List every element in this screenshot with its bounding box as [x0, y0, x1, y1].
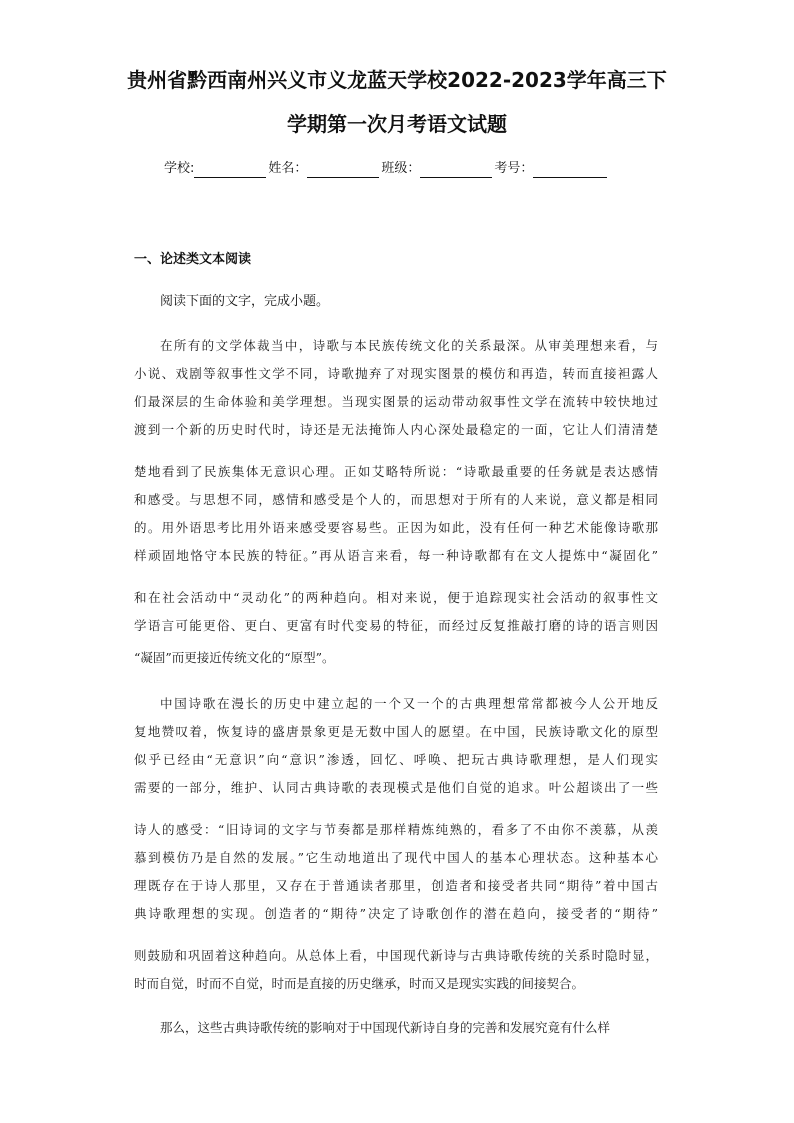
- name-label: 姓名：: [268, 161, 308, 176]
- paragraph-line: 渡到一个新的历史时代时，诗还是无法掩饰人内心深处最稳定的一面，它让人们清清楚: [134, 422, 658, 437]
- student-info-row: [164, 158, 609, 180]
- class-label: 班级：: [381, 161, 421, 176]
- name-blank[interactable]: [307, 163, 379, 178]
- paragraph-line: 和感受。与思想不同，感情和感受是个人的，而思想对于所有的人来说，意义都是相同: [134, 492, 658, 507]
- paragraph-line: 的。用外语思考比用外语来感受要容易些。正因为如此，没有任何一种艺术能像诗歌那: [134, 520, 658, 535]
- paragraph-line: 楚地看到了民族集体无意识心理。正如艾略特所说：“诗歌最重要的任务就是表达感情: [134, 464, 658, 479]
- paragraph-line: 复地赞叹着，恢复诗的盛唐景象更是无数中国人的愿望。在中国，民族诗歌文化的原型: [134, 724, 658, 739]
- paragraph-line: 时而自觉，时而不自觉，时而是直接的历史继承，时而又是现实实践的间接契合。: [134, 976, 585, 991]
- paragraph-line: 典诗歌理想的实现。创造者的“期待”决定了诗歌创作的潜在趋向，接受者的“期待”: [134, 906, 658, 921]
- page-title-line-1: 贵州省黔西南州兴义市义龙蓝天学校2022-2023学年高三下: [127, 68, 667, 92]
- paragraph-line: 则鼓励和巩固着这种趋向。从总体上看，中国现代新诗与古典诗歌传统的关系时隐时显，: [134, 948, 658, 963]
- paragraph-line: 样顽固地恪守本民族的特征。”再从语言来看，每一种诗歌都有在文人提炼中“凝固化”: [134, 548, 658, 563]
- paragraph-line: 小说、戏剧等叙事性文学不同，诗歌抛弃了对现实图景的模仿和再造，转而直接袒露人: [134, 366, 658, 381]
- paragraph-line: 学语言可能更俗、更白、更富有时代变易的特征，而经过反复推敲打磨的诗的语言则因: [134, 618, 658, 633]
- paragraph-line: 和在社会活动中“灵动化”的两种趋向。相对来说，便于追踪现实社会活动的叙事性文: [134, 590, 658, 605]
- paragraph-line: 需要的一部分，维护、认同古典诗歌的表现模式是他们自觉的追求。叶公超谈出了一些: [134, 780, 658, 795]
- exam-number-blank[interactable]: [533, 163, 607, 178]
- school-blank[interactable]: [194, 163, 266, 178]
- paragraph-line: 在所有的文学体裁当中，诗歌与本民族传统文化的关系最深。从审美理想来看，与: [160, 338, 658, 353]
- paragraph-line: “凝固”而更接近传统文化的“原型”。: [134, 650, 335, 665]
- exam-number-label: 考号：: [494, 161, 534, 176]
- paragraph-line: 诗人的感受：“旧诗词的文字与节奏都是那样精炼纯熟的，看多了不由你不羡慕，从羡: [134, 822, 658, 837]
- paragraph-line: 慕到模仿乃是自然的发展。”它生动地道出了现代中国人的基本心理状态。这种基本心: [134, 850, 658, 865]
- class-blank[interactable]: [420, 163, 492, 178]
- page-title-line-2: 学期第一次月考语文试题: [287, 112, 507, 136]
- section-heading: 一、论述类文本阅读: [134, 252, 252, 267]
- paragraph-line: 似乎已经由“无意识”向“意识”渗透，回忆、呼唤、把玩古典诗歌理想，是人们现实: [134, 752, 658, 767]
- reading-instruction: 阅读下面的文字，完成小题。: [160, 294, 330, 309]
- paragraph-line: 理既存在于诗人那里，又存在于普通读者那里，创造者和接受者共同“期待”着中国古: [134, 878, 658, 893]
- paragraph-line: 那么，这些古典诗歌传统的影响对于中国现代新诗自身的完善和发展究竟有什么样: [160, 1020, 611, 1035]
- paragraph-line: 们最深层的生命体验和美学理想。当现实图景的运动带动叙事性文学在流转中较快地过: [134, 394, 658, 409]
- paragraph-line: 中国诗歌在漫长的历史中建立起的一个又一个的古典理想常常都被今人公开地反: [160, 696, 658, 711]
- school-label: 学校:: [164, 161, 195, 176]
